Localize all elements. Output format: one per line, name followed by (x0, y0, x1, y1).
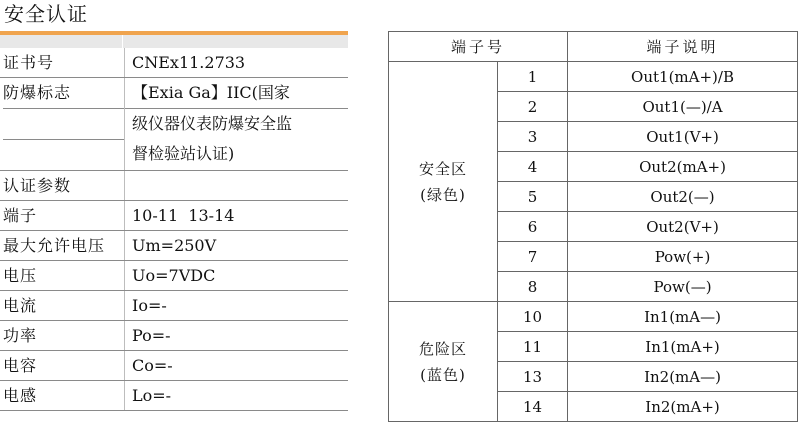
terminal-desc: Pow(—) (568, 272, 798, 302)
row-value: Lo=- (132, 386, 172, 405)
terminal-desc: In1(mA—) (568, 302, 798, 332)
terminal-desc: Out2(—) (568, 182, 798, 212)
terminal-table (388, 31, 798, 422)
table-row (0, 171, 348, 201)
terminal-no: 6 (498, 212, 568, 242)
terminal-desc: Out1(V+) (568, 122, 798, 152)
terminal-desc: Out2(mA+) (568, 152, 798, 182)
table-header-row (389, 32, 798, 62)
terminal-no: 8 (498, 272, 568, 302)
row-value: 10-11 13-14 (132, 206, 235, 225)
row-key: 电压 (0, 261, 125, 290)
row-key: 证书号 (0, 48, 125, 77)
row-value: CNEx11.2733 (132, 53, 246, 72)
table-row (0, 291, 348, 321)
table-row (0, 48, 348, 78)
terminal-no: 3 (498, 122, 568, 152)
zone-color: (绿色) (420, 185, 466, 204)
row-value-line: 【Exia Ga】IIC(国家 (125, 78, 348, 109)
table-row (0, 321, 348, 351)
row-key: 功率 (0, 321, 125, 350)
terminal-desc: Out1(—)/A (568, 92, 798, 122)
table-row (0, 78, 348, 171)
row-key: 认证参数 (0, 171, 125, 200)
table-row (389, 302, 798, 332)
row-key: 电流 (0, 291, 125, 320)
row-value: Um=250V (132, 236, 217, 255)
terminal-desc: In1(mA+) (568, 332, 798, 362)
table-row (0, 261, 348, 291)
table-header-band (0, 35, 348, 48)
terminal-desc: In2(mA—) (568, 362, 798, 392)
row-key: 电容 (0, 351, 125, 380)
terminal-desc: In2(mA+) (568, 392, 798, 422)
row-key: 防爆标志 (3, 78, 124, 109)
terminal-desc: Out2(V+) (568, 212, 798, 242)
row-value-line: 督检验站认证) (132, 144, 235, 163)
table-row (389, 62, 798, 92)
terminal-no: 5 (498, 182, 568, 212)
terminal-no: 7 (498, 242, 568, 272)
row-value: Co=- (132, 356, 173, 375)
row-key: 电感 (0, 381, 125, 410)
certification-table (0, 31, 348, 411)
zone-name: 危险区 (418, 339, 467, 358)
page-title: 安全认证 (4, 2, 88, 26)
header-terminal-desc: 端子说明 (568, 32, 798, 62)
row-key: 端子 (0, 201, 125, 230)
row-value: Uo=7VDC (132, 266, 216, 285)
zone-color: (蓝色) (420, 365, 466, 384)
terminal-no: 1 (498, 62, 568, 92)
terminal-no: 10 (498, 302, 568, 332)
table-row (0, 201, 348, 231)
terminal-no: 2 (498, 92, 568, 122)
table-row (0, 231, 348, 261)
terminal-desc: Pow(+) (568, 242, 798, 272)
row-value-line: 级仪器仪表防爆安全监 (132, 114, 293, 133)
row-value (125, 171, 348, 200)
terminal-no: 11 (498, 332, 568, 362)
row-value: Io=- (132, 296, 167, 315)
table-row (0, 381, 348, 411)
table-row (0, 351, 348, 381)
terminal-desc: Out1(mA+)/B (568, 62, 798, 92)
terminal-no: 4 (498, 152, 568, 182)
zone-hazardous (389, 302, 498, 422)
header-terminal-no: 端子号 (389, 32, 568, 62)
row-value: Po=- (132, 326, 171, 345)
terminal-no: 14 (498, 392, 568, 422)
terminal-no: 13 (498, 362, 568, 392)
row-key: 最大允许电压 (0, 231, 125, 260)
zone-name: 安全区 (418, 159, 467, 178)
zone-safe (389, 62, 498, 302)
